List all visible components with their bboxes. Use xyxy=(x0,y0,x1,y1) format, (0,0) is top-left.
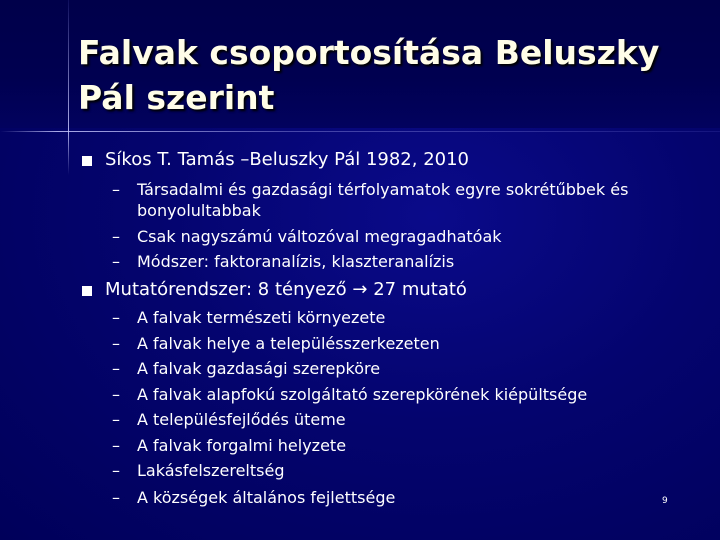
decorative-vertical-line xyxy=(68,0,69,175)
bullet-text-2: Mutatórendszer: 8 tényező → 27 mutató xyxy=(105,279,467,300)
dash-bullet: – xyxy=(112,359,120,378)
sub-bullet-text: A községek általános fejlettsége xyxy=(137,488,396,507)
sub-bullet-text: Módszer: faktoranalízis, klaszteranalízis xyxy=(137,252,455,271)
sub-bullet-text-continuation: bonyolultabbak xyxy=(137,201,261,220)
square-bullet-icon xyxy=(82,156,92,166)
dash-bullet: – xyxy=(112,410,120,429)
dash-bullet: – xyxy=(112,488,120,507)
dash-bullet: – xyxy=(112,180,120,199)
page-number: 9 xyxy=(662,496,668,506)
slide-title: Falvak csoportosítása Beluszky Pál szerint xyxy=(78,33,660,117)
square-bullet-icon xyxy=(82,286,92,296)
dash-bullet: – xyxy=(112,436,120,455)
dash-bullet: – xyxy=(112,227,120,246)
dash-bullet: – xyxy=(112,385,120,404)
sub-bullet-text: A falvak helye a településszerkezeten xyxy=(137,334,440,353)
sub-bullet-text: A településfejlődés üteme xyxy=(137,410,346,429)
sub-bullet-text: A falvak alapfokú szolgáltató szerepkörének kiépültsége xyxy=(137,385,588,404)
dash-bullet: – xyxy=(112,461,120,480)
sub-bullet-text: Lakásfelszereltség xyxy=(137,461,285,480)
decorative-horizontal-line xyxy=(0,131,720,132)
sub-bullet-text: A falvak forgalmi helyzete xyxy=(137,436,347,455)
sub-bullet-text: A falvak gazdasági szerepköre xyxy=(137,359,381,378)
sub-bullet-text: Csak nagyszámú változóval megragadhatóak xyxy=(137,227,502,246)
sub-bullet-text: A falvak természeti környezete xyxy=(137,308,386,327)
dash-bullet: – xyxy=(112,334,120,353)
sub-bullet-text: Társadalmi és gazdasági térfolyamatok egyre sokrétűbbek és xyxy=(137,180,629,199)
dash-bullet: – xyxy=(112,308,120,327)
dash-bullet: – xyxy=(112,252,120,271)
bullet-text-1: Síkos T. Tamás –Beluszky Pál 1982, 2010 xyxy=(105,149,470,170)
